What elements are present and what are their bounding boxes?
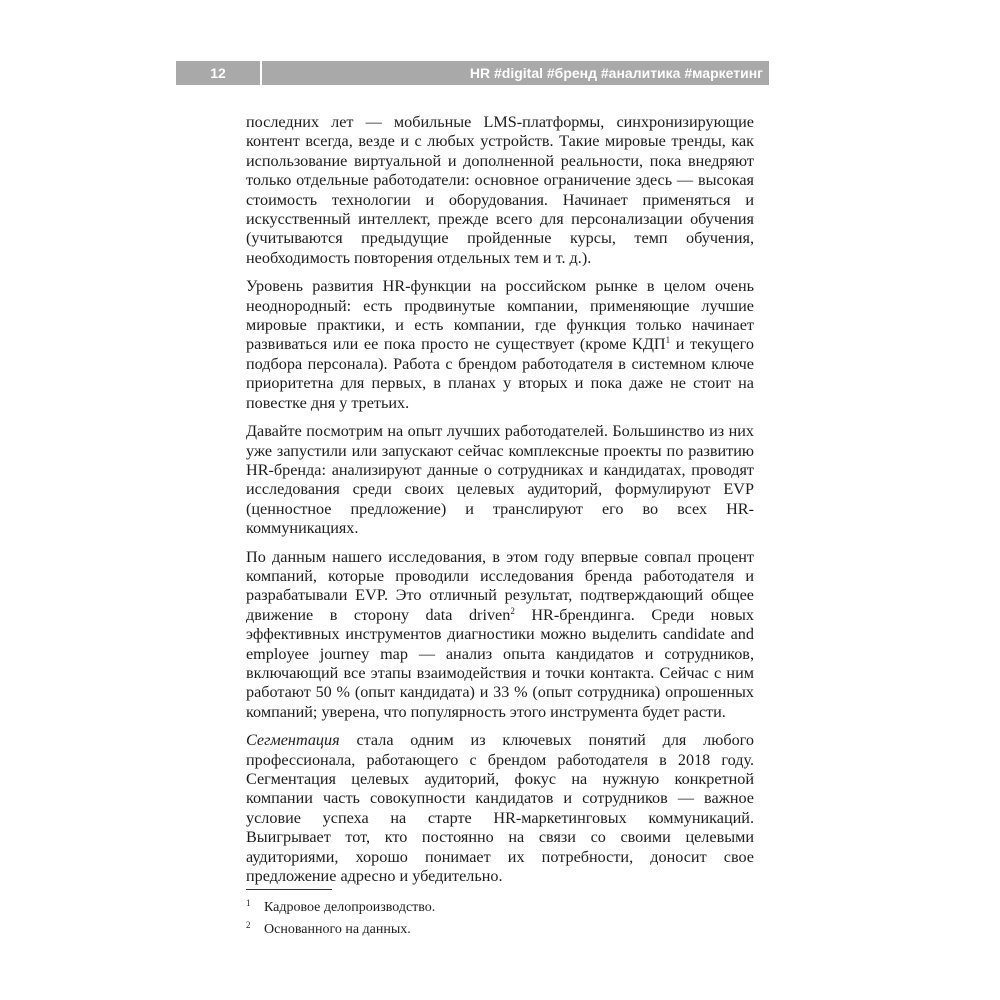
paragraph-4-part-b: HR-брендинга. Среди новых эффективных инструментов диагностики можно выделить candidate and employee journey map — анализ опыта кандидатов и сотрудников, включающий все этапы взаимодействия и точки контакта. Сейчас с ним работают 50 % (опыт кандидата) и 33 % (опыт сотрудника) опрошенных компаний; уверена, что популярность этого инструмента будет расти. <box>246 605 754 721</box>
paragraph-3: Давайте посмотрим на опыт лучших работодателей. Большинство из них уже запустили или запускают сейчас комплексные проекты по развитию HR-бренда: анализируют данные о сотрудниках и кандидатах, проводят исследования среди своих целевых аудиторий, формулируют EVP (ценностное предложение) и транслируют его во всех HR-коммуникациях. <box>246 422 754 538</box>
footnote-rule <box>246 889 332 890</box>
paragraph-5-rest: стала одним из ключевых понятий для любого профессионала, работающего с брендом работодателя в 2018 году. Сегментация целевых аудиторий, фокус на нужную конкретной компании часть совокупности кандидатов и сотрудников — важное условие успеха на старте HR-маркетинговых коммуникаций. Выигрывает тот, кто постоянно на связи со своими целевыми аудиториями, хорошо понимает их потребности, доносит свое предложение адресно и убедительно. <box>246 731 754 886</box>
paragraph-4 <box>246 548 754 723</box>
footnote-2: 2 Основанного на данных. <box>246 920 411 937</box>
footnote-ref-1[interactable]: 1 <box>665 335 671 346</box>
paragraph-2 <box>246 277 754 413</box>
paragraph-2-part-a: Уровень развития HR-функции на российском рынке в целом очень неоднородный: есть продвинутые компании, применяющие лучшие мировые практики, и есть компании, где функция только начинает развиваться или ее пока просто не существует (кроме КДП <box>246 277 754 354</box>
footnote-2-text: Основанного на данных. <box>264 922 411 937</box>
footnote-1-text: Кадровое делопроизводство. <box>264 900 436 915</box>
paragraph-4-part-a: По данным нашего исследования, в этом году впервые совпал процент компаний, которые проводили исследования бренда работодателя и разрабатывали EVP. Это отличный результат, подтверждающий общее движение в сторону data driven <box>246 547 754 624</box>
header-divider <box>260 61 262 85</box>
paragraph-5-term: Сегментация <box>246 731 340 750</box>
paragraph-2-part-b: и текущего подбора персонала). Работа с брендом работодателя в системном ключе приоритетна для первых, в планах у вторых и пока даже не стоит на повестке дня у третьих. <box>246 335 754 412</box>
footnote-1: 1 Кадровое делопроизводство. <box>246 898 436 915</box>
paragraph-5 <box>246 731 754 886</box>
footnote-ref-2[interactable]: 2 <box>510 605 515 616</box>
body-text <box>246 113 754 895</box>
running-head: HR #digital #бренд #аналитика #маркетинг <box>469 65 763 81</box>
footnotes <box>246 897 754 941</box>
paragraph-1: последних лет — мобильные LMS-платформы, синхронизирующие контент всегда, везде и с любых устройств. Такие мировые тренды, как использование виртуальной и дополненной реальности, пока внедряют только отдельные работодатели: основное ограничение здесь — высокая стоимость технологии и оборудования. Начинает применяться и искусственный интеллект, прежде всего для персонализации обучения (учитываются предыдущие пройденные курсы, темп обучения, необходимость повторения отдельных тем и т. д.). <box>246 113 754 267</box>
page-number: 12 <box>210 65 226 81</box>
